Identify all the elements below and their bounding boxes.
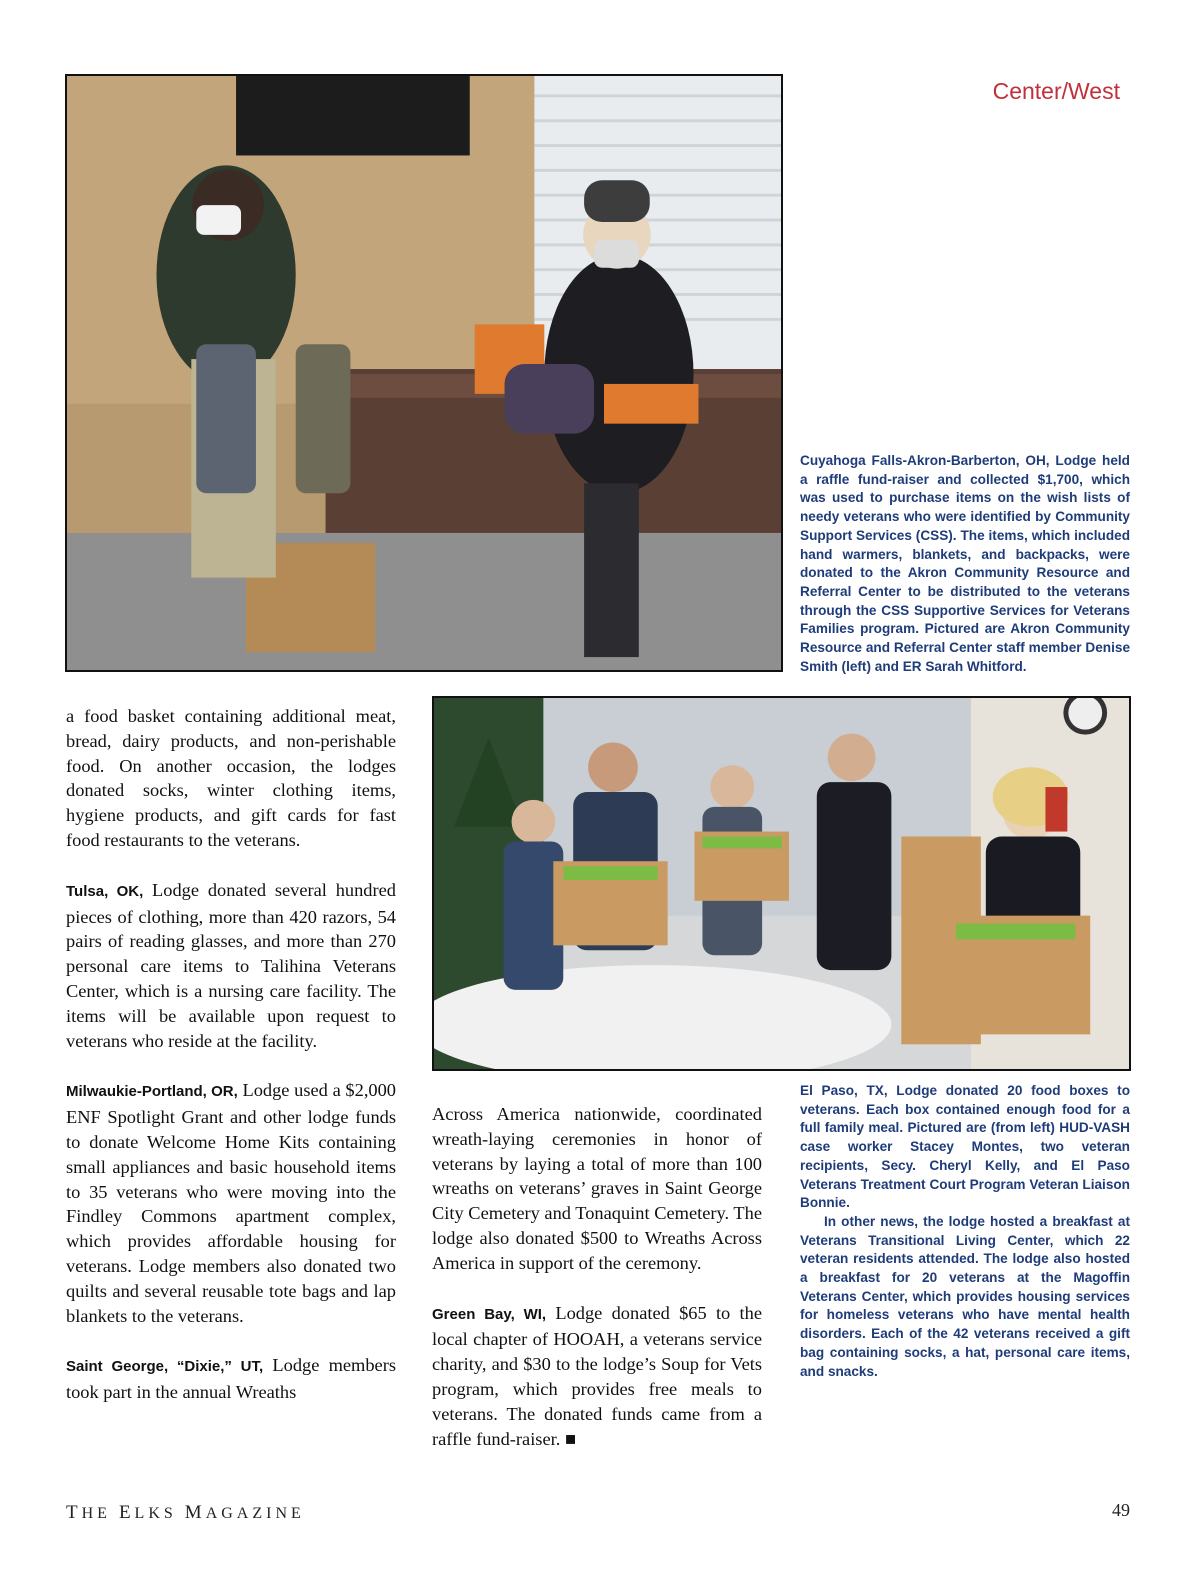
lead-in-saint-george: Saint George, “Dixie,” UT,: [66, 1358, 264, 1376]
paragraph-wreaths: Across America nationwide, coordinated wreath-laying ceremonies in honor of veterans by laying a total of more than 100 wreaths on veterans’ graves in Saint George City Cemetery and Tonaquint Cemetery. The lodge also donated $500 to Wreaths Across America in support of the ceremony.: [432, 1104, 762, 1273]
body-column-1: [66, 704, 396, 1405]
text-milwaukie: Lodge used a $2,000 ENF Spotlight Grant and other lodge funds to donate Welcome Home Kits containing small appliances and basic household items to 35 veterans who were moving into the Findley Commons apartment complex, which provides affordable housing for veterans. Lodge members also donated two quilts and several reusable tote bags and lap blankets to the veterans.: [66, 1080, 397, 1326]
caption-cuyahoga-falls: [800, 452, 1130, 676]
paragraph-green-bay: [432, 1301, 762, 1452]
paragraph-food-basket: a food basket containing additional meat, bread, dairy products, and non-perishable food. On another occasion, the lodges donated socks, winter clothing items, hygiene products, and gift cards for fast food restaurants to the veterans.: [66, 706, 396, 850]
photo-cuyahoga-falls: [65, 74, 783, 672]
paragraph-saint-george: [66, 1353, 396, 1405]
magazine-name: THE ELKS MAGAZINE: [66, 1502, 305, 1523]
text-tulsa: Lodge donated several hundred pieces of clothing, more than 420 razors, 54 pairs of reading glasses, and more than 270 personal care items to Talihina Veterans Center, which is a nursing care facility. The items will be available upon request to veterans who reside at the facility.: [66, 879, 396, 1051]
photo-el-paso: [432, 696, 1131, 1071]
section-heading: Center/West: [992, 78, 1120, 104]
photo-el-paso-illustration: [434, 698, 1129, 1069]
body-column-2: [432, 1102, 762, 1451]
caption-el-paso: [800, 1082, 1130, 1381]
end-mark: ■: [560, 1428, 577, 1449]
paragraph-tulsa: [66, 878, 396, 1054]
text-saint-george: Lodge members took part in the annual Wreaths: [66, 1355, 396, 1403]
caption-text: Lodge held a raffle fund-raiser and collected $1,700, which was used to purchase items on the wish lists of needy veterans who were identified by Community Support Services (CSS). The items, which included hand warmers, blankets, and backpacks, were donated to the Akron Community Resource and Referral Center to be distributed to the veterans through the CSS Supportive Services for Veterans Families program. Pictured are Akron Community Resource and Referral Center staff member Denise Smith (left) and ER Sarah Whitford.: [800, 453, 1130, 674]
caption-text: Lodge donated 20 food boxes to veterans. Each box contained enough food for a full family meal. Pictured are (from left) HUD-VASH case worker Stacey Montes, two veteran recipients, Secy. Cheryl Kelly, and El Paso Veterans Treatment Court Program Veteran Liaison Bonnie.: [800, 1083, 1131, 1211]
photo-cuyahoga-illustration: [67, 76, 781, 670]
text-green-bay: Lodge donated $65 to the local chapter of HOOAH, a veterans service charity, and $30 to the lodge’s Soup for Vets program, which provides free meals to veterans. The donated funds came from a raffle fund-raiser.: [432, 1302, 762, 1449]
caption-paragraph-2: In other news, the lodge hosted a breakfast at Veterans Transitional Living Center, which 22 veteran residents attended. The lodge also hosted a breakfast for 20 veterans at the Magoffin Veterans Center, which provides housing services for homeless veterans who have mental health disorders. Each of the 42 veterans received a gift bag containing socks, a hat, personal care items, and snacks.: [800, 1213, 1130, 1379]
caption-lead: El Paso, TX,: [800, 1083, 888, 1098]
lead-in-green-bay: Green Bay, WI,: [432, 1305, 547, 1323]
caption-lead: Cuyahoga Falls-Akron-Barberton, OH,: [800, 453, 1050, 468]
page-number: 49: [1112, 1500, 1130, 1520]
paragraph-milwaukie: [66, 1078, 396, 1328]
lead-in-milwaukie: Milwaukie-Portland, OR,: [66, 1083, 238, 1101]
lead-in-tulsa: Tulsa, OK,: [66, 882, 144, 900]
